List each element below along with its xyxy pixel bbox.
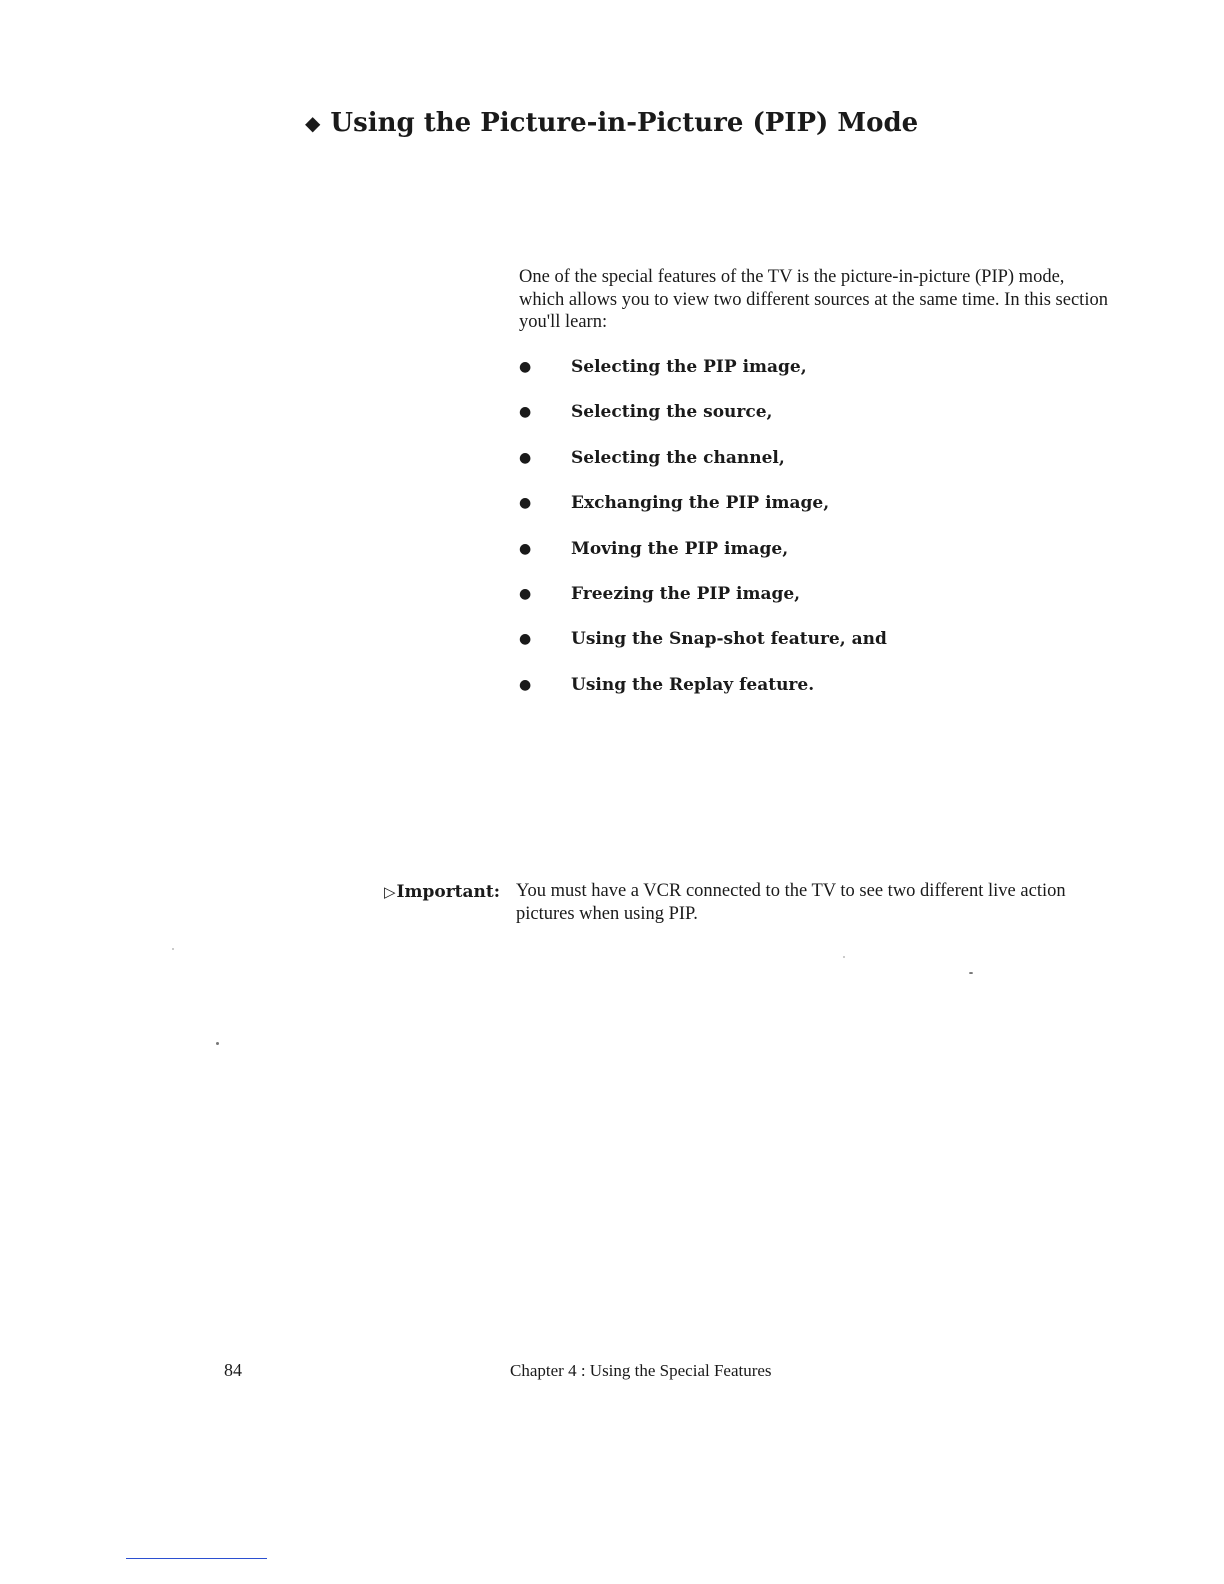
scan-speck [216,1042,219,1045]
chapter-footer: Chapter 4 : Using the Special Features [510,1361,772,1380]
important-note [384,880,1111,925]
page-number: 84 [224,1360,242,1380]
bullet-icon: ● [519,449,532,466]
footer-rule [126,1558,267,1559]
diamond-bullet-icon: ◆ [305,111,321,135]
list-item: ● Selecting the channel, [519,447,785,468]
bullet-icon: ● [519,404,532,421]
list-item: ● Using the Snap-shot feature, and [519,629,887,650]
list-item: ● Exchanging the PIP image, [519,493,830,514]
bullet-icon: ● [519,676,532,693]
triangle-pointer-icon: ▷ [384,883,396,901]
bullet-icon: ● [519,631,532,648]
list-item: ● Moving the PIP image, [519,538,789,559]
important-label: ▷ Important: [384,882,501,902]
section-heading [305,108,918,138]
list-item: ● Selecting the PIP image, [519,357,807,377]
intro-paragraph: One of the special features of the TV is the picture-in-picture (PIP) mode, which allows you to view two different sources at the same time. In this section you'll learn: [519,267,1108,332]
scan-speck [172,948,174,950]
bullet-icon: ● [519,585,532,602]
scan-speck [969,972,973,974]
topic-list [519,355,887,718]
section-title: Using the Picture-in-Picture (PIP) Mode [330,108,919,138]
bullet-icon: ● [519,495,532,512]
scan-speck [843,956,845,958]
bullet-icon: ● [519,359,532,375]
list-item: ● Using the Replay feature. [519,674,815,695]
bullet-icon: ● [519,540,532,557]
list-item: ● Selecting the source, [519,402,773,423]
important-text: You must have a VCR connected to the TV to see two different live action pictures when using PIP. [516,881,1066,924]
list-item: ● Freezing the PIP image, [519,583,801,604]
